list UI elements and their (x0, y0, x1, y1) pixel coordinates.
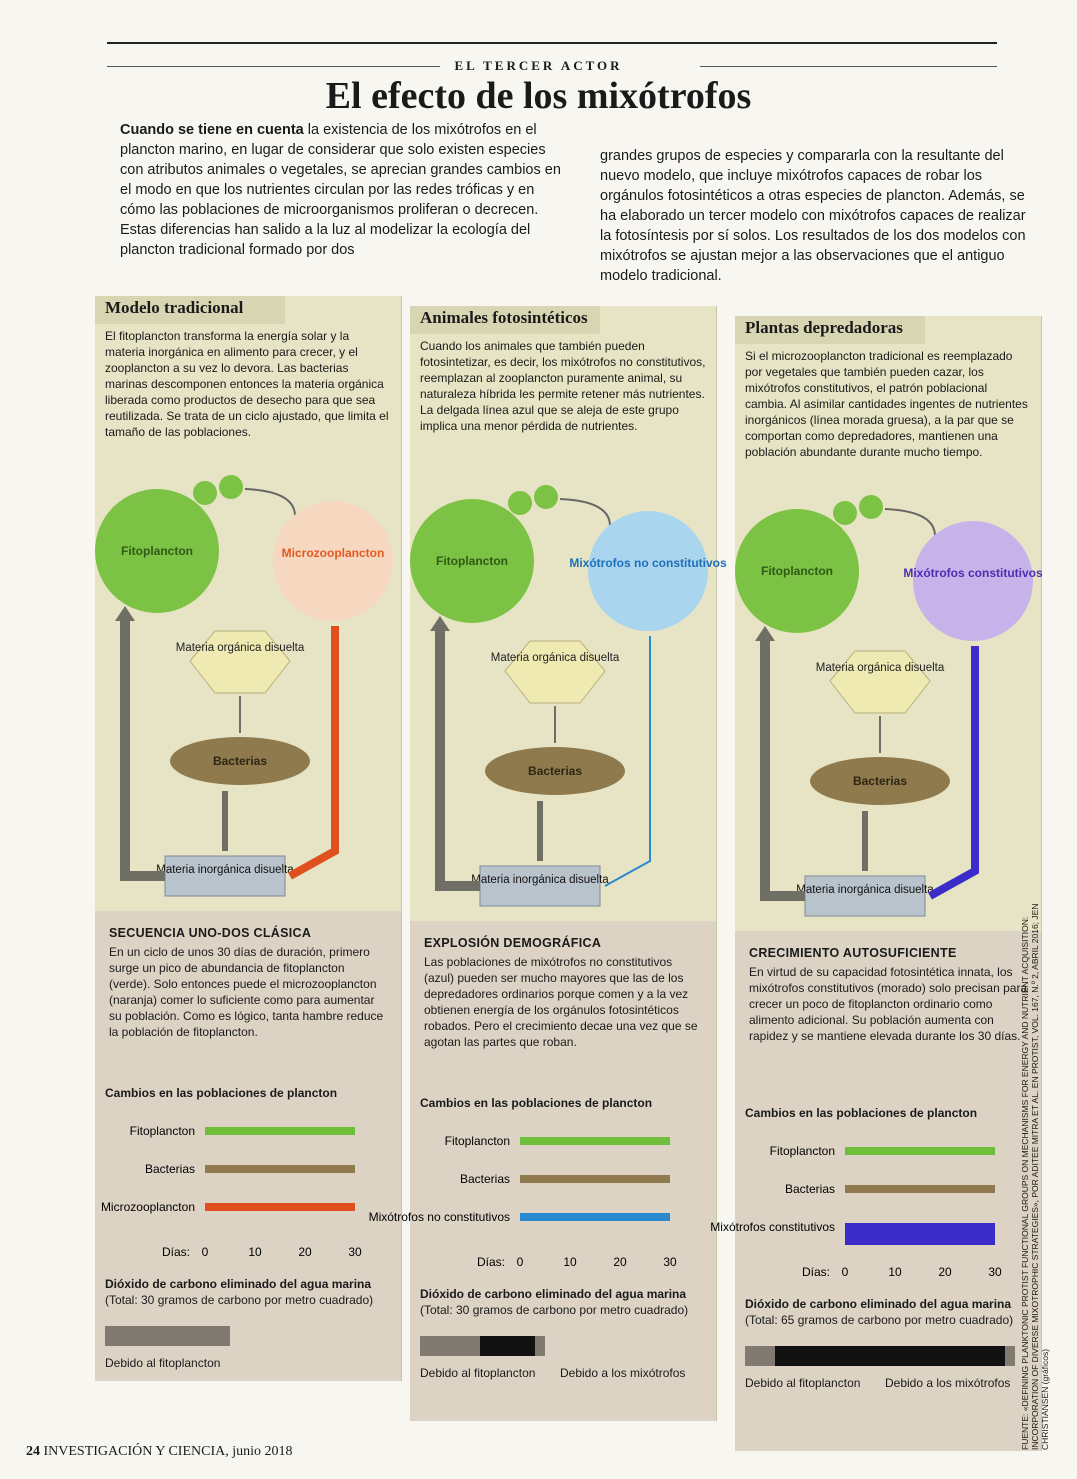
inorganic-matter-node (480, 866, 600, 906)
population-chart-title: Cambios en las poblaciones de plancton (420, 1096, 653, 1110)
results-heading: CRECIMIENTO AUTOSUFICIENTE (749, 946, 957, 960)
population-chart-title: Cambios en las poblaciones de plancton (105, 1086, 338, 1100)
page-footer (26, 1444, 293, 1460)
population-chart (710, 1126, 1041, 1286)
inorganic-matter-label: Materia inorgánica disuelta (156, 864, 294, 876)
inorganic-matter-label: Materia inorgánica disuelta (471, 874, 609, 886)
population-chart (95, 1106, 401, 1266)
population-band (205, 1165, 355, 1173)
co2-total: (Total: 65 gramos de carbono por metro cuadrado) (745, 1313, 1014, 1327)
intro-text-2: grandes grupos de especies y compararla con la resultante del nuevo modelo, que incluye mixótrofos capaces de robar los orgánulos fotosintéticos a otras especies de plancton. Además, se ha elaborado un tercer modelo con mixótrofos capaces de realizar la fotosíntesis por sí solos. Los resultados de los dos modelos con mixótrofos se ajustan mejor a las observaciones que el antiguo modelo tradicional. (600, 148, 1026, 284)
days-tick-label: 10 (248, 1245, 262, 1259)
results-text: Las poblaciones de mixótrofos no constitutivos (azul) pueden ser mucho mayores que las de los depredadores ordinarios porque comen y a la vez obtienen energía de los orgánulos fotosintéticos robados. Pero el crecimiento decae una vez que se agotan las partes que roban. (424, 955, 698, 1049)
organic-matter-node (190, 631, 290, 693)
food-particle-icon (859, 495, 883, 519)
population-rows (101, 1124, 362, 1259)
population-band (520, 1137, 670, 1145)
co2-caption (420, 1286, 710, 1318)
population-band (205, 1203, 355, 1211)
intro-col-1 (120, 120, 565, 260)
predator-label: Mixótrofos no constitutivos (569, 556, 727, 570)
days-tick-label: 30 (348, 1245, 362, 1259)
page-number: 24 (26, 1444, 40, 1459)
nutrient-cycle-diagram (735, 491, 1041, 931)
days-tick-label: 10 (563, 1255, 577, 1269)
predator-node (913, 521, 1033, 641)
population-rows (710, 1144, 1002, 1279)
food-particle-icon (219, 475, 243, 499)
bacteria-label: Bacterias (527, 764, 583, 778)
co2-title: Dióxido de carbono eliminado del agua marina (105, 1277, 372, 1291)
co2-caption (105, 1276, 395, 1308)
results-heading: EXPLOSIÓN DEMOGRÁFICA (424, 936, 602, 950)
organic-matter-node (505, 641, 605, 703)
nutrient-uptake-arrow (125, 621, 165, 876)
population-row-label: Fitoplancton (769, 1144, 835, 1158)
co2-label-phyto: Debido al fitoplancton (420, 1366, 536, 1380)
predator-label: Mixótrofos constitutivos (903, 566, 1043, 580)
co2-total: (Total: 30 gramos de carbono por metro cuadrado) (105, 1293, 374, 1307)
days-axis-label: Días: (476, 1255, 505, 1269)
results-heading: SECUENCIA UNO-DOS CLÁSICA (109, 926, 312, 940)
co2-total: (Total: 30 gramos de carbono por metro cuadrado) (420, 1303, 689, 1317)
days-tick-label: 20 (938, 1265, 952, 1279)
population-row-label: Fitoplancton (444, 1134, 510, 1148)
source-credit: FUENTE: «DEFINING PLANKTONIC PROTIST FUNCTIONAL GROUPS ON MECHANISMS FOR ENERGY AND NUTRIENT ACQUISITION: INCORPORATION OF DIVERSE MIXOTROPHIC STRATEGIES», POR ADITEE MITRA ET AL. EN PROTIST, VOL. 167, N.º 2, ABRIL 2016; JEN CHRISTIANSEN (gráficos) (1020, 903, 1050, 1450)
nutrient-cycle-diagram (95, 471, 401, 911)
population-rows (369, 1134, 677, 1269)
organic-matter-label: Materia orgánica disuelta (490, 652, 620, 664)
days-axis-label: Días: (801, 1265, 830, 1279)
arrowhead-icon (115, 606, 135, 621)
co2-bar-mixotrophs (480, 1336, 535, 1356)
population-band (845, 1185, 995, 1193)
days-tick-label: 20 (298, 1245, 312, 1259)
bacteria-label: Bacterias (852, 774, 908, 788)
organic-matter-label: Materia orgánica disuelta (175, 642, 305, 654)
panel-2 (368, 306, 727, 1421)
population-row-label: Mixótrofos no constitutivos (368, 1210, 510, 1224)
food-arrow-icon (245, 489, 295, 516)
panel-title: Plantas depredadoras (745, 318, 903, 337)
co2-caption (745, 1296, 1035, 1328)
population-band (520, 1175, 670, 1183)
panel-title: Modelo tradicional (105, 298, 244, 317)
population-chart-title: Cambios en las poblaciones de plancton (745, 1106, 978, 1120)
days-tick-label: 30 (663, 1255, 677, 1269)
co2-title: Dióxido de carbono eliminado del agua marina (420, 1287, 687, 1301)
results-text: En un ciclo de unos 30 días de duración, primero surge un pico de abundancia de fitoplancton (verde). Solo entonces puede el microzooplancton (naranja) comer lo suficiente como para aumentar su población. Como es lógico, tanta hambre reduce la población de fitoplancton. (109, 945, 384, 1039)
co2-bar-mixotrophs (775, 1346, 1005, 1366)
co2-label-phyto: Debido al fitoplancton (105, 1356, 221, 1370)
food-particle-icon (534, 485, 558, 509)
intro-text-1: la existencia de los mixótrofos en el plancton marino, en lugar de considerar que solo existen especies con atributos animales o vegetales, se aprecian grandes cambios en el modo en que los nutrientes circulan por las redes tróficas y en cómo las poblaciones de microorganismos proliferan o decrecen. Estas diferencias han salido a la luz al modelizar la ecología del plancton tradicional formado por dos (120, 122, 561, 258)
food-particle-icon (508, 491, 532, 515)
population-row-label: Fitoplancton (129, 1124, 195, 1138)
fitoplancton-label: Fitoplancton (761, 564, 833, 578)
organic-matter-label: Materia orgánica disuelta (815, 662, 945, 674)
food-arrow-icon (885, 509, 935, 536)
population-chart (368, 1116, 716, 1276)
days-tick-label: 10 (888, 1265, 902, 1279)
arrowhead-icon (430, 616, 450, 631)
population-band (845, 1223, 995, 1245)
inorganic-matter-node (165, 856, 285, 896)
days-tick-label: 0 (516, 1255, 524, 1269)
arrowhead-icon (755, 626, 775, 641)
co2-label-mixotrophs: Debido a los mixótrofos (885, 1376, 1011, 1390)
co2-label-mixotrophs: Debido a los mixótrofos (560, 1366, 686, 1380)
population-row-label: Mixótrofos constitutivos (710, 1220, 835, 1234)
inorganic-matter-label: Materia inorgánica disuelta (796, 884, 934, 896)
co2-title: Dióxido de carbono eliminado del agua marina (745, 1297, 1012, 1311)
intro-col-2 (600, 146, 1040, 286)
panel-description: El fitoplancton transforma la energía solar y la materia inorgánica en alimento para crecer, y el zooplancton a su vez lo devora. Las bacterias marinas descomponen entonces la materia orgánica liberada como productos de desecho para que sea reutilizada. Se trata de un ciclo ajustado, que limita el tamaño de las poblaciones. (105, 329, 389, 439)
panel-3 (710, 316, 1043, 1451)
days-tick-label: 0 (201, 1245, 209, 1259)
days-tick-label: 0 (841, 1265, 849, 1279)
population-row-label: Bacterias (784, 1182, 835, 1196)
food-particle-icon (193, 481, 217, 505)
population-band (520, 1213, 670, 1221)
inorganic-matter-node (805, 876, 925, 916)
panel-1 (95, 296, 402, 1381)
magazine-name: INVESTIGACIÓN Y CIENCIA, junio 2018 (43, 1444, 293, 1459)
population-row-label: Microzooplancton (100, 1200, 195, 1214)
co2-bar-phyto (105, 1326, 230, 1346)
panel-description: Si el microzooplancton tradicional es reemplazado por vegetales que también pueden cazar, los mixótrofos constitutivos, el patrón poblacional cambia. Al asimilar cantidades ingentes de nutrientes inorgánicos (línea morada gruesa), a la par que se comportan como depredadores, mantienen una población abundante durante mucho tiempo. (745, 349, 1028, 459)
days-tick-label: 30 (988, 1265, 1002, 1279)
nutrient-uptake-arrow (440, 631, 480, 886)
population-row-label: Bacterias (144, 1162, 195, 1176)
days-tick-label: 20 (613, 1255, 627, 1269)
top-rule (107, 42, 997, 44)
results-text: En virtud de su capacidad fotosintética innata, los mixótrofos constitutivos (morado) solo precisan para crecer un poco de fitoplancton ordinario como alimento adicional. Su población aumenta con rapidez y se mantiene elevada durante los 30 días. (749, 965, 1028, 1043)
predator-label: Microzooplancton (281, 546, 385, 560)
kicker: EL TERCER ACTOR (0, 58, 1077, 74)
nutrient-cycle-diagram (410, 481, 727, 921)
food-particle-icon (833, 501, 857, 525)
fitoplancton-label: Fitoplancton (121, 544, 193, 558)
population-row-label: Bacterias (459, 1172, 510, 1186)
panel-title: Animales fotosintéticos (420, 308, 588, 327)
population-band (205, 1127, 355, 1135)
organic-matter-node (830, 651, 930, 713)
nutrient-uptake-arrow (765, 641, 805, 896)
page-title: El efecto de los mixótrofos (325, 75, 752, 117)
fitoplancton-label: Fitoplancton (436, 554, 508, 568)
days-axis-label: Días: (161, 1245, 190, 1259)
bacteria-label: Bacterias (212, 754, 268, 768)
food-arrow-icon (560, 499, 610, 526)
co2-label-phyto: Debido al fitoplancton (745, 1376, 861, 1390)
panel-description: Cuando los animales que también pueden fotosintetizar, es decir, los mixótrofos no constitutivos, reemplazan al zooplancton puramente animal, su naturaleza híbrida les permite retener más nutrientes. La delgada línea azul que se aleja de este grupo implica una menor pérdida de nutrientes. (420, 339, 706, 433)
intro-lead: Cuando se tiene en cuenta (120, 122, 304, 138)
population-band (845, 1147, 995, 1155)
predator-node (273, 501, 393, 621)
predator-node (588, 511, 708, 631)
